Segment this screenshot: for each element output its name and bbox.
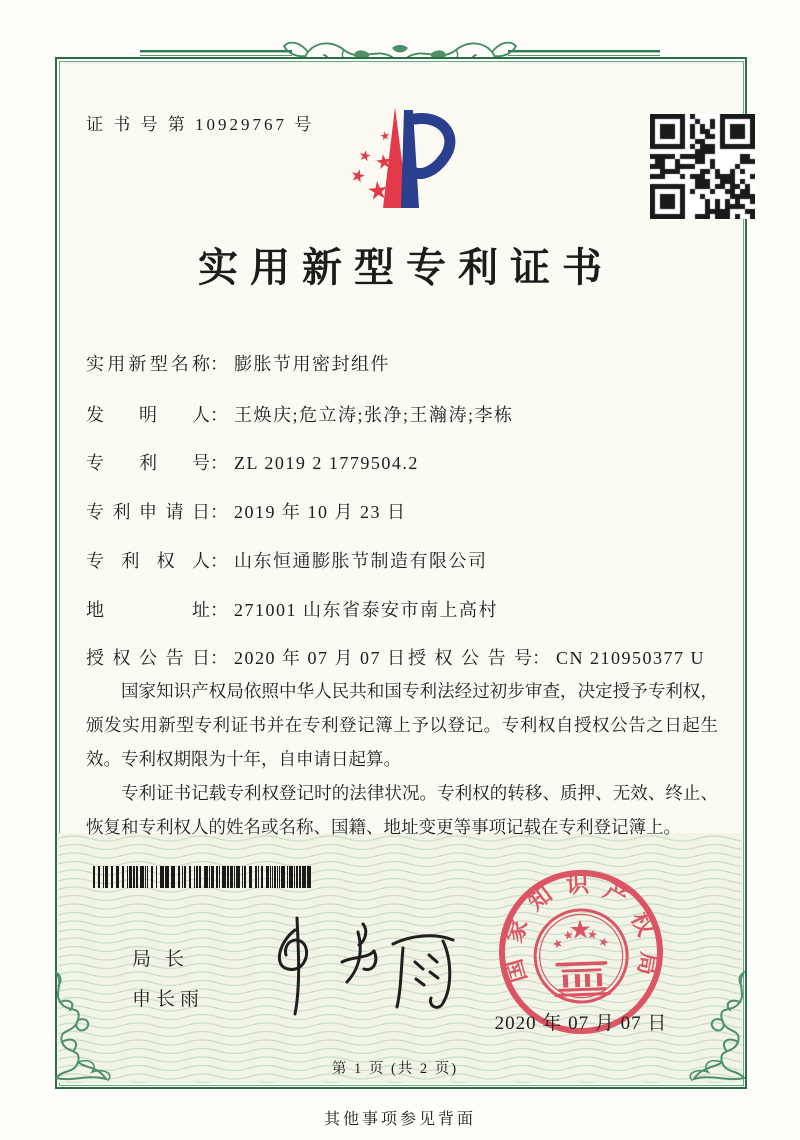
field-label: 授权公告日	[86, 648, 210, 668]
barcode-bar	[242, 866, 243, 888]
logo-blue-bar	[401, 110, 419, 208]
legal-paragraphs	[86, 674, 718, 844]
field-label: 授权公告号	[408, 648, 532, 668]
barcode-bar	[266, 866, 269, 888]
barcode-bar	[151, 866, 153, 888]
barcode-bar	[194, 866, 195, 888]
barcode-bar	[147, 866, 148, 888]
barcode-bar	[230, 866, 233, 888]
field-row-filing-date	[86, 498, 726, 524]
field-row-grant	[86, 644, 726, 670]
barcode-bar	[98, 866, 100, 888]
barcode-bar	[216, 866, 218, 888]
field-colon: ：	[210, 453, 228, 473]
grant-number-group	[408, 644, 705, 670]
barcode-bar	[116, 866, 119, 888]
field-label: 发明人	[86, 405, 210, 425]
barcode-bar	[165, 866, 169, 888]
barcode-bar	[274, 866, 276, 888]
barcode-bar	[272, 866, 273, 888]
barcode-bar	[296, 866, 298, 888]
barcode-bar	[129, 866, 132, 888]
barcode-bar	[209, 866, 210, 888]
barcode-bar	[199, 866, 201, 888]
barcode-bar	[122, 866, 124, 888]
seal-arc-text: 国家知识产权局	[500, 871, 662, 986]
barcode-bar	[178, 866, 180, 888]
field-value: 山东恒通膨胀节制造有限公司	[234, 551, 488, 571]
field-colon: ：	[532, 648, 550, 668]
barcode-bar	[189, 866, 191, 888]
field-value: CN 210950377 U	[556, 648, 706, 668]
paragraph-register-statement: 专利证书记载专利权登记时的法律状况。专利权的转移、质押、无效、终止、恢复和专利权人的姓名或名称、国籍、地址变更等事项记载在专利登记簿上。	[86, 783, 718, 837]
barcode-bar	[281, 866, 285, 888]
field-row-address	[86, 596, 726, 622]
barcode-bar	[277, 866, 278, 888]
field-label: 地址	[86, 600, 210, 620]
barcode-bar	[261, 866, 263, 888]
barcode-bar	[160, 866, 164, 888]
qr-code	[650, 114, 755, 219]
field-value: 2019 年 10 月 23 日	[234, 502, 407, 522]
barcode-bar	[307, 866, 311, 888]
commissioner-signature	[250, 910, 465, 1025]
barcode-bar	[279, 866, 280, 888]
field-value: 王焕庆;危立涛;张净;王瀚涛;李栋	[234, 405, 514, 425]
commissioner-name: 申长雨	[132, 989, 205, 1010]
barcode-bar	[255, 866, 257, 888]
barcode-bar	[204, 866, 208, 888]
barcode-bar	[244, 866, 246, 888]
field-colon: ：	[210, 354, 228, 374]
barcode-bar	[93, 866, 95, 888]
field-value: ZL 2019 2 1779504.2	[234, 453, 419, 473]
field-label: 实用新型名称	[86, 354, 210, 374]
barcode-bar	[103, 866, 104, 888]
barcode-bar	[234, 866, 235, 888]
field-colon: ：	[210, 405, 228, 425]
barcode-bar	[136, 866, 138, 888]
barcode-bar	[140, 866, 144, 888]
certificate-title: 实用新型专利证书	[198, 245, 614, 290]
field-colon: ：	[210, 551, 228, 571]
barcode-bar	[222, 866, 226, 888]
logo-blue-bowl	[415, 119, 450, 174]
barcode-bar	[219, 866, 220, 888]
barcode-bar	[105, 866, 108, 888]
barcode-bar	[145, 866, 146, 888]
commissioner-title: 局长	[132, 949, 199, 970]
seal-date: 2020 年 07 月 07 日	[494, 1013, 668, 1034]
top-flourish-center-leaf	[392, 45, 408, 53]
barcode-bar	[227, 866, 229, 888]
field-value: 膨胀节用密封组件	[234, 354, 390, 374]
seal-national-emblem	[534, 908, 629, 1003]
barcode-bar	[289, 866, 293, 888]
field-colon: ：	[210, 502, 228, 522]
barcode-bar	[156, 866, 157, 888]
barcode-bar	[236, 866, 240, 888]
certificate-number: 证 书 号 第 10929767 号	[86, 115, 315, 134]
field-row-inventors	[86, 401, 726, 427]
cnipa-logo	[338, 102, 468, 216]
barcode-bar	[127, 866, 128, 888]
field-row-patentee	[86, 547, 726, 573]
barcode-bar	[294, 866, 295, 888]
field-colon: ：	[210, 648, 228, 668]
paragraph-grant-statement: 国家知识产权局依照中华人民共和国专利法经过初步审查，决定授予专利权，颁发实用新型专利证书并在专利登记簿上予以登记。专利权自授权公告之日起生效。专利权期限为十年，自申请日起算。	[86, 681, 718, 769]
see-back-note: 其他事项参见背面	[323, 1111, 476, 1128]
barcode-bar	[302, 866, 306, 888]
barcode-bar	[211, 866, 214, 888]
field-row-name	[86, 350, 726, 376]
barcode-bar	[249, 866, 252, 888]
field-label: 专利申请日	[86, 502, 210, 522]
field-label: 专利权人	[86, 551, 210, 571]
barcode-bar	[111, 866, 113, 888]
field-value: 2020 年 07 月 07 日	[234, 648, 407, 668]
barcode-bar	[196, 866, 198, 888]
barcode-bar	[270, 866, 271, 888]
barcode-bar	[182, 866, 183, 888]
barcode	[93, 866, 317, 888]
barcode-bar	[287, 866, 288, 888]
barcode-bar	[258, 866, 259, 888]
barcode-bar	[299, 866, 301, 888]
page-number: 第 1 页 (共 2 页)	[331, 1061, 459, 1077]
field-row-patent-number	[86, 449, 726, 475]
barcode-bar	[184, 866, 186, 888]
field-value: 271001 山东省泰安市南上高村	[234, 600, 498, 620]
barcode-bar	[171, 866, 175, 888]
barcode-bar	[133, 866, 135, 888]
field-label: 专利号	[86, 453, 210, 473]
field-colon: ：	[210, 600, 228, 620]
